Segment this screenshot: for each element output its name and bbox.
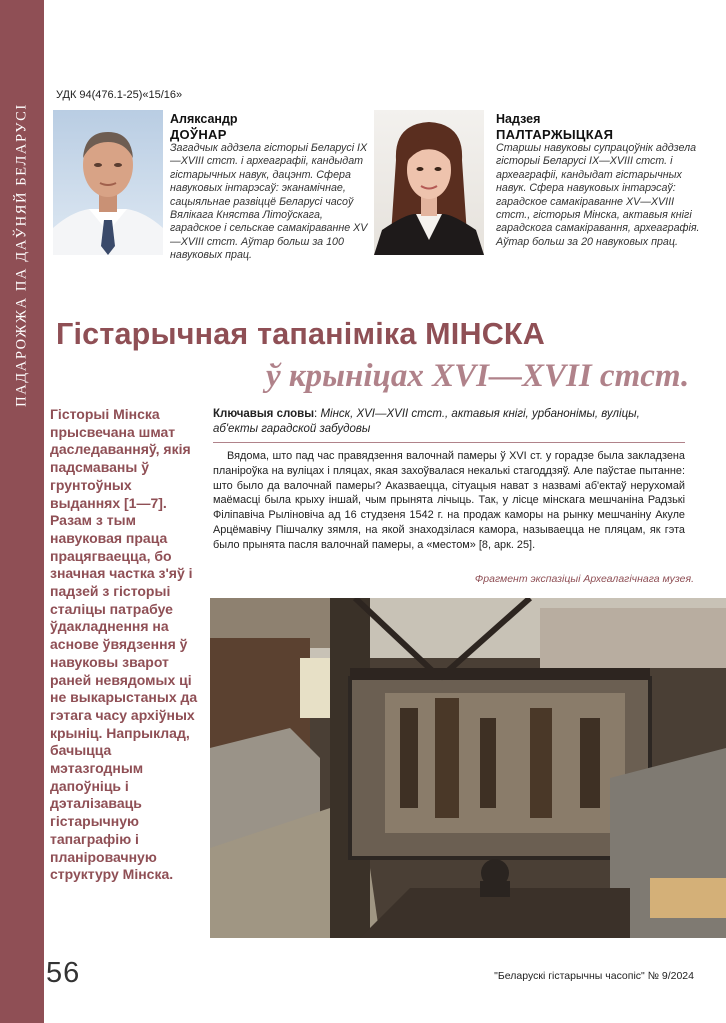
keywords-label: Ключавыя словы: [213, 408, 315, 420]
udk-code: УДК 94(476.1-25)«15/16»: [56, 89, 183, 101]
sidebar-band: [0, 0, 44, 1023]
section-title: ПАДАРОЖЖА ПА ДАЎНЯЙ БЕЛАРУСІ: [13, 103, 30, 407]
body-paragraph: Вядома, што пад час правядзення валочнай памеры ў XVI ст. у горадзе была закладзена планіроўка на вуліцах і пляцах, якая захоўвалася некалькі стагоддзяў. Але паўстае пытанне: што было да валочнай памеры? Аказваецца, сітуацыя нават з назвамі аб'ектаў нерухомай маёмасці была крыху іншай, чым прынята лічыць. Так, у лісце мінскага мешчаніна Радзькі Філіпавіча Рылiновіча ад 16 студзеня 1542 г. на продаж каморы на рынку мешчаніну Акуле Арцёмавічу Пішчалку зямля, на якой знаходзілася камора, называецца не пляцам, як гэта было прынята пасля валочнай памеры, а «местом» [8, арк. 25].: [213, 450, 685, 551]
article-subtitle: ў крыніцах XVI—XVII стст.: [266, 358, 690, 394]
page-number: 56: [46, 957, 81, 989]
article-title: Гістарычная тапаніміка МІНСКА: [56, 317, 545, 351]
author-description: Старшы навуковы супрацоўнік аддзела гісторыі Беларусі IX—XVIII стст. і археаграфіі, кандыдат гістарычных навук. Сфера навуковых інтарэсаў: гарадское самакіраванне XV—XVIII стст., гісторыя Мінска, актавыя кнігі гарадскога самакіравання, археаграфія. Аўтар больш за 20 навуковых прац.: [496, 142, 700, 248]
author-description: Загадчык аддзела гісторыі Беларусі IX—XVIII стст. і археаграфіі, кандыдат гістарычных навук, дацэнт. Сфера навуковых інтарэсаў: эканамічнае, сацыяльнае развіццё Беларусі часоў Вялікага Княства Літоўскага, гарадское і сельскае самакіраванне XV—XVIII стст. Аўтар больш за 100 навуковых прац.: [170, 142, 368, 262]
author-photo-dounar: [53, 110, 163, 255]
photo-caption: Фрагмент экспазіцыі Археалагічнага музея.: [474, 573, 694, 585]
author-last-name: ДОЎНАР: [170, 127, 227, 142]
author-info-dounar: [170, 112, 370, 263]
author-first-name: Аляксандр: [170, 112, 238, 126]
keywords-text: Мінск, XVI—XVII стст., актавыя кнігі, урбанонімы, вуліцы, аб'екты гарадской забудовы: [213, 408, 640, 435]
journal-name: "Беларускі гістарычны часопіс" № 9/2024: [494, 970, 694, 982]
museum-exhibit-photo: [210, 598, 726, 938]
keywords: Ключавыя словы: Мінск, XVI—XVII стст., актавыя кнігі, урбанонімы, вуліцы, аб'екты гарадской забудовы: [213, 408, 640, 435]
keywords-divider: [213, 442, 685, 443]
author-photo-paltarzhytskaya: [374, 110, 484, 255]
author-first-name: Надзея: [496, 112, 541, 126]
author-info-paltarzhytskaya: [496, 112, 711, 249]
author-last-name: ПАЛТАРЖЫЦКАЯ: [496, 127, 614, 142]
lead-paragraph: Гісторыі Мінска прысвечана шмат даследаванняў, якія падсмаваны ў грунтоўных выданнях [1—7]. Разам з тым навуковая праца працягваецца, бо значная частка з'яў і падзей з гісторыі сталіцы патрабуе ўдакладнення на аснове ўвядзення ў навуковы зварот раней невядомых ці не выкарыстаных да гэтага часу архіўных крыніц. Напрыклад, бачыцца мэтазгодным дапоўніць і дэталізаваць гістарычную тапаграфію і планіровачную структуру Мінска.: [50, 406, 198, 883]
